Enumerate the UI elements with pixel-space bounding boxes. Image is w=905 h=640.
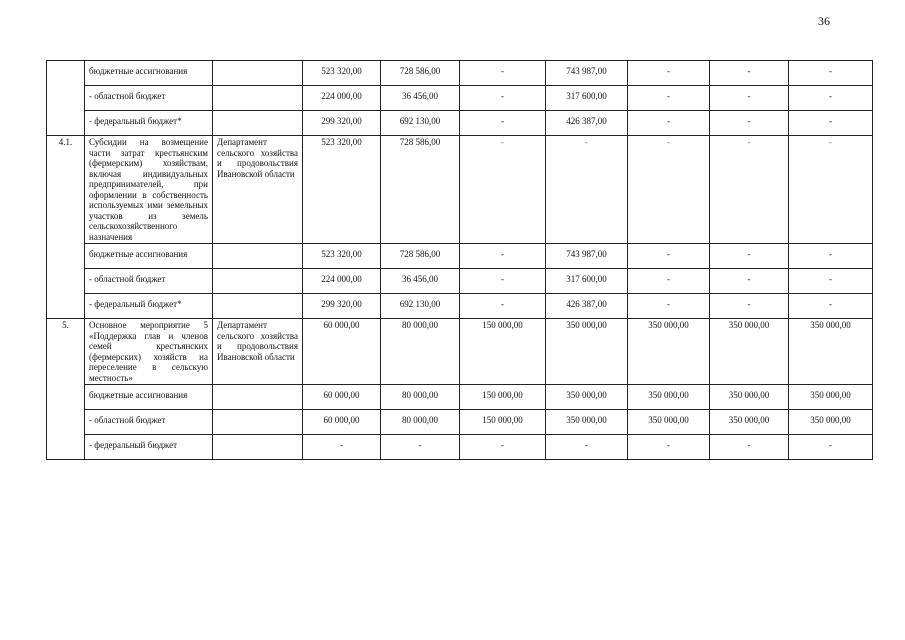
value-cell-year-1: 523 320,00 xyxy=(303,136,381,244)
value-cell-year-2: 728 586,00 xyxy=(381,61,460,86)
measure-row xyxy=(47,319,873,385)
value-cell-year-1: 60 000,00 xyxy=(303,319,381,385)
budget-row xyxy=(47,86,873,111)
value-cell-year-6: - xyxy=(710,111,789,136)
budget-item-name: - областной бюджет xyxy=(85,86,213,111)
value-cell-year-2: 80 000,00 xyxy=(381,385,460,410)
value-cell-year-7: 350 000,00 xyxy=(789,385,873,410)
value-cell-year-7: - xyxy=(789,136,873,244)
value-cell-year-6: 350 000,00 xyxy=(710,385,789,410)
executor xyxy=(213,111,303,136)
value-cell-year-1: 299 320,00 xyxy=(303,294,381,319)
value-cell-year-2: 36 456,00 xyxy=(381,86,460,111)
value-cell-year-1: 299 320,00 xyxy=(303,111,381,136)
value-cell-year-2: 692 130,00 xyxy=(381,294,460,319)
value-cell-year-6: - xyxy=(710,294,789,319)
value-cell-year-1: 60 000,00 xyxy=(303,410,381,435)
value-cell-year-1: 523 320,00 xyxy=(303,61,381,86)
value-cell-year-2: 80 000,00 xyxy=(381,410,460,435)
budget-item-name: - федеральный бюджет* xyxy=(85,294,213,319)
value-cell-year-7: 350 000,00 xyxy=(789,319,873,385)
value-cell-year-4: 317 600,00 xyxy=(546,86,628,111)
budget-item-name: - федеральный бюджет xyxy=(85,435,213,460)
value-cell-year-3: - xyxy=(460,86,546,111)
executor xyxy=(213,244,303,269)
value-cell-year-3: 150 000,00 xyxy=(460,319,546,385)
budget-item-name: бюджетные ассигнования xyxy=(85,244,213,269)
budget-row xyxy=(47,244,873,269)
value-cell-year-4: 743 987,00 xyxy=(546,244,628,269)
value-cell-year-5: - xyxy=(628,435,710,460)
value-cell-year-4: - xyxy=(546,136,628,244)
value-cell-year-5: 350 000,00 xyxy=(628,385,710,410)
value-cell-year-4: 426 387,00 xyxy=(546,111,628,136)
measure-name: Основное мероприятие 5 «Поддержка глав и членов семей крестьянских (фермерских) хозяйств на переселение в сельскую местность» xyxy=(85,319,213,385)
budget-item-name: - областной бюджет xyxy=(85,410,213,435)
value-cell-year-5: - xyxy=(628,294,710,319)
budget-row xyxy=(47,111,873,136)
executor xyxy=(213,61,303,86)
budget-row xyxy=(47,435,873,460)
value-cell-year-2: 80 000,00 xyxy=(381,319,460,385)
value-cell-year-4: - xyxy=(546,435,628,460)
value-cell-year-4: 350 000,00 xyxy=(546,410,628,435)
budget-row xyxy=(47,385,873,410)
value-cell-year-7: - xyxy=(789,269,873,294)
value-cell-year-3: - xyxy=(460,294,546,319)
executor xyxy=(213,385,303,410)
value-cell-year-5: - xyxy=(628,136,710,244)
executor xyxy=(213,410,303,435)
value-cell-year-4: 350 000,00 xyxy=(546,319,628,385)
value-cell-year-1: 224 000,00 xyxy=(303,269,381,294)
page-number: 36 xyxy=(818,14,830,28)
value-cell-year-4: 426 387,00 xyxy=(546,294,628,319)
value-cell-year-6: - xyxy=(710,244,789,269)
value-cell-year-3: - xyxy=(460,61,546,86)
value-cell-year-1: 60 000,00 xyxy=(303,385,381,410)
row-index: 4.1. xyxy=(47,136,85,319)
value-cell-year-5: - xyxy=(628,61,710,86)
value-cell-year-3: - xyxy=(460,269,546,294)
value-cell-year-1: 523 320,00 xyxy=(303,244,381,269)
value-cell-year-5: - xyxy=(628,111,710,136)
value-cell-year-6: - xyxy=(710,86,789,111)
budget-item-name: бюджетные ассигнования xyxy=(85,61,213,86)
value-cell-year-6: - xyxy=(710,435,789,460)
value-cell-year-2: 36 456,00 xyxy=(381,269,460,294)
value-cell-year-7: - xyxy=(789,111,873,136)
row-index: 5. xyxy=(47,319,85,460)
value-cell-year-7: - xyxy=(789,86,873,111)
value-cell-year-2: 692 130,00 xyxy=(381,111,460,136)
row-index xyxy=(47,61,85,136)
budget-row xyxy=(47,269,873,294)
budget-row xyxy=(47,410,873,435)
value-cell-year-3: - xyxy=(460,136,546,244)
value-cell-year-7: 350 000,00 xyxy=(789,410,873,435)
value-cell-year-7: - xyxy=(789,435,873,460)
value-cell-year-3: - xyxy=(460,111,546,136)
value-cell-year-4: 350 000,00 xyxy=(546,385,628,410)
value-cell-year-6: - xyxy=(710,136,789,244)
value-cell-year-4: 317 600,00 xyxy=(546,269,628,294)
value-cell-year-1: - xyxy=(303,435,381,460)
value-cell-year-5: 350 000,00 xyxy=(628,410,710,435)
value-cell-year-3: - xyxy=(460,244,546,269)
value-cell-year-4: 743 987,00 xyxy=(546,61,628,86)
value-cell-year-3: - xyxy=(460,435,546,460)
value-cell-year-7: - xyxy=(789,61,873,86)
executor xyxy=(213,294,303,319)
value-cell-year-3: 150 000,00 xyxy=(460,410,546,435)
value-cell-year-5: - xyxy=(628,86,710,111)
measure-name: Субсидии на возмещение части затрат крестьянским (фермерским) хозяйствам, включая индивидуальных предпринимателей, при оформлении в собственность используемых ими земельных участков из земель сельскохозяйственного назначения xyxy=(85,136,213,244)
value-cell-year-6: - xyxy=(710,269,789,294)
executor: Департамент сельского хозяйства и продовольствия Ивановской области xyxy=(213,319,303,385)
value-cell-year-2: 728 586,00 xyxy=(381,136,460,244)
budget-row xyxy=(47,61,873,86)
budget-item-name: - областной бюджет xyxy=(85,269,213,294)
value-cell-year-1: 224 000,00 xyxy=(303,86,381,111)
measure-row xyxy=(47,136,873,244)
executor xyxy=(213,269,303,294)
executor xyxy=(213,435,303,460)
value-cell-year-5: 350 000,00 xyxy=(628,319,710,385)
value-cell-year-6: - xyxy=(710,61,789,86)
budget-item-name: - федеральный бюджет* xyxy=(85,111,213,136)
executor: Департамент сельского хозяйства и продовольствия Ивановской области xyxy=(213,136,303,244)
value-cell-year-3: 150 000,00 xyxy=(460,385,546,410)
budget-row xyxy=(47,294,873,319)
budget-table xyxy=(46,60,873,460)
value-cell-year-5: - xyxy=(628,244,710,269)
value-cell-year-5: - xyxy=(628,269,710,294)
value-cell-year-7: - xyxy=(789,244,873,269)
value-cell-year-7: - xyxy=(789,294,873,319)
budget-table-body xyxy=(47,61,873,460)
value-cell-year-6: 350 000,00 xyxy=(710,319,789,385)
budget-item-name: бюджетные ассигнования xyxy=(85,385,213,410)
value-cell-year-2: 728 586,00 xyxy=(381,244,460,269)
value-cell-year-6: 350 000,00 xyxy=(710,410,789,435)
executor xyxy=(213,86,303,111)
value-cell-year-2: - xyxy=(381,435,460,460)
